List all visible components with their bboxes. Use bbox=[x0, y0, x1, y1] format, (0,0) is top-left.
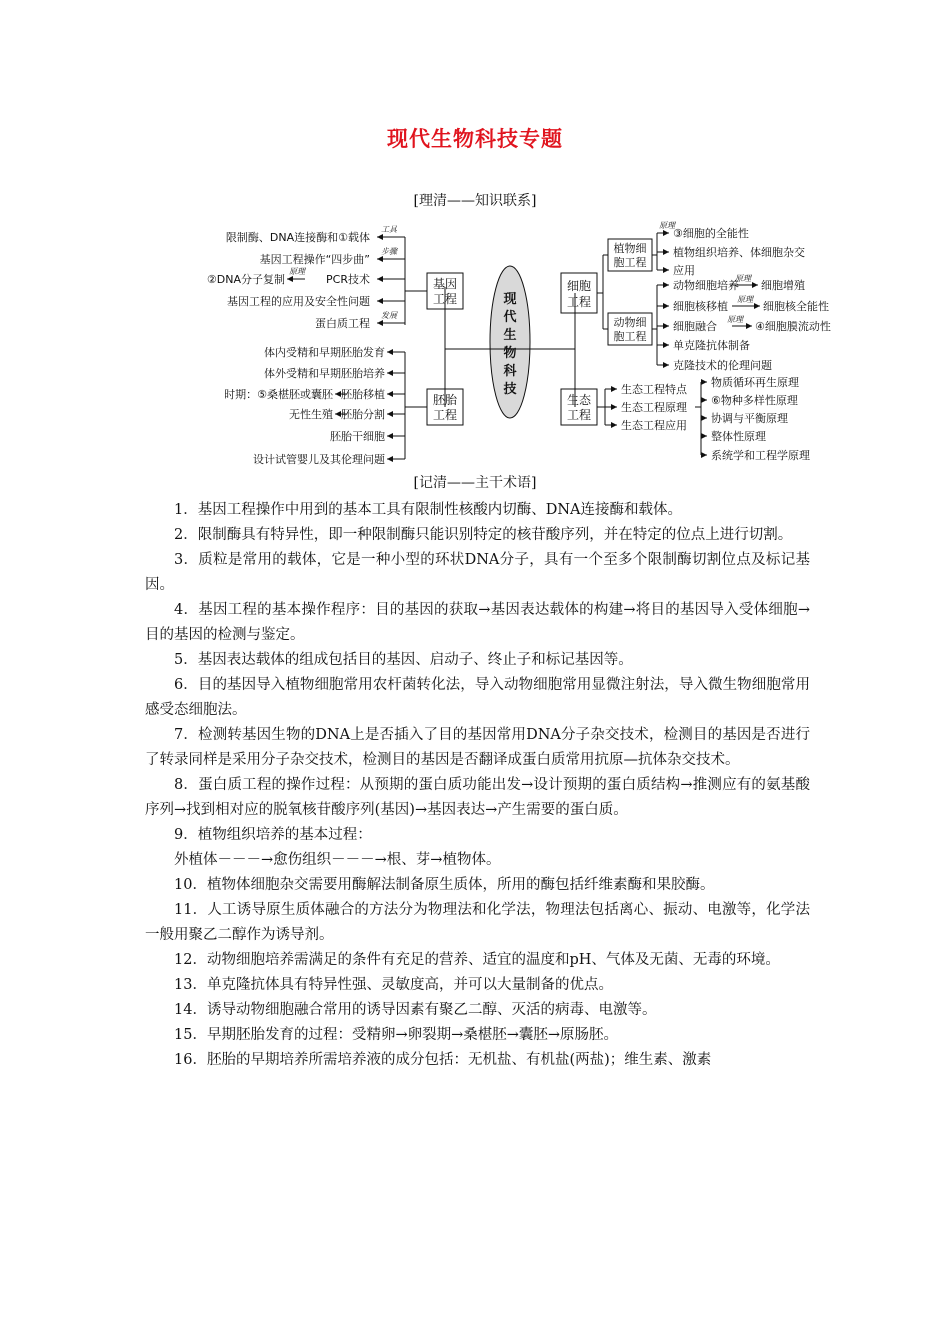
list-item: 12．动物细胞培养需满足的条件有充足的营养、适宜的温度和pH、气体及无菌、无毒的环境。 bbox=[174, 952, 780, 968]
embryo-item: 设计试管婴儿及其伦理问题 bbox=[253, 453, 385, 466]
plant-box-label: 胞工程 bbox=[613, 256, 647, 269]
tool-label: 工具 bbox=[381, 225, 397, 234]
animal-item: ④细胞膜流动性 bbox=[755, 320, 831, 333]
embryo-item: 时期：⑤桑椹胚或囊胚 bbox=[224, 388, 333, 401]
animal-item: 动物细胞培养 bbox=[673, 279, 739, 292]
list-item: 1．基因工程操作中用到的基本工具有限制性核酸内切酶、DNA连接酶和载体。 bbox=[174, 502, 683, 518]
embryo-item: 胚胎移植 bbox=[341, 388, 385, 401]
embryo-box-label: 胚胎 bbox=[432, 393, 458, 407]
list-item: 10．植物体细胞杂交需要用酶解法制备原生质体，所用的酶包括纤维素酶和果胶酶。 bbox=[174, 877, 715, 893]
list-item: 7．检测转基因生物的DNA上是否插入了目的基因常用DNA分子杂交技术，检测目的基因是否进行了转录同样是采用分子杂交技术，检测目的基因是否翻译成蛋白质常用抗原—抗体杂交技术。 bbox=[145, 727, 810, 768]
list-item: 5．基因表达载体的组成包括目的基因、启动子、终止子和标记基因等。 bbox=[174, 652, 633, 668]
list-item: 外植体－－－→愈伤组织－－－→根、芽→植物体。 bbox=[174, 852, 501, 868]
principle-label: 原理 bbox=[735, 274, 751, 283]
animal-box-label: 胞工程 bbox=[613, 330, 647, 343]
eco-box-label: 生态 bbox=[566, 393, 592, 407]
eco-item: 生态工程应用 bbox=[621, 419, 687, 432]
center-char: 科 bbox=[503, 364, 517, 379]
list-item: 13．单克隆抗体具有特异性强、灵敏度高，并可以大量制备的优点。 bbox=[174, 977, 613, 993]
principle-label: 原理 bbox=[659, 221, 675, 230]
list-item: 4．基因工程的基本操作程序：目的基因的获取→基因表达载体的构建→将目的基因导入受体细胞→目的基因的检测与鉴定。 bbox=[145, 602, 810, 643]
center-char: 现 bbox=[503, 292, 517, 307]
animal-item: 细胞核移植 bbox=[673, 300, 728, 313]
section-heading-key-terms: [记清——主干术语] bbox=[413, 475, 537, 491]
genetic-item: ②DNA分子复制 bbox=[206, 273, 285, 286]
genetic-box-label: 基因 bbox=[432, 277, 458, 291]
animal-item: 克隆技术的伦理问题 bbox=[673, 359, 772, 372]
genetic-item: 基因工程操作“四步曲” bbox=[259, 253, 370, 266]
list-item: 11．人工诱导原生质体融合的方法分为物理法和化学法，物理法包括离心、振动、电激等，化学法一般用聚乙二醇作为诱导剂。 bbox=[145, 902, 810, 943]
step-label: 步骤 bbox=[381, 247, 397, 256]
embryo-item: 体外受精和早期胚胎培养 bbox=[264, 367, 385, 380]
center-char: 物 bbox=[503, 346, 517, 361]
animal-item: 细胞核全能性 bbox=[763, 300, 829, 313]
eco-item: 生态工程原理 bbox=[621, 401, 687, 414]
key-terms-list bbox=[145, 498, 810, 1073]
animal-box-label: 动物细 bbox=[613, 316, 647, 329]
list-item: 2．限制酶具有特异性，即一种限制酶只能识别特定的核苷酸序列，并在特定的位点上进行切割。 bbox=[174, 527, 793, 543]
plant-item: 植物组织培养、体细胞杂交 bbox=[673, 246, 805, 259]
develop-label: 发展 bbox=[381, 311, 397, 320]
cell-box-label: 细胞 bbox=[566, 279, 592, 293]
list-item: 15．早期胚胎发育的过程：受精卵→卵裂期→桑椹胚→囊胚→原肠胚。 bbox=[174, 1027, 619, 1043]
section-heading-knowledge-map: [理清——知识联系] bbox=[413, 193, 537, 209]
eco-box-label: 工程 bbox=[566, 408, 592, 422]
principle-label: 原理 bbox=[727, 315, 743, 324]
center-char: 代 bbox=[503, 310, 517, 325]
eco-principle: 系统学和工程学原理 bbox=[711, 449, 810, 462]
eco-principle: 整体性原理 bbox=[711, 430, 766, 443]
list-item: 6．目的基因导入植物细胞常用农杆菌转化法，导入动物细胞常用显微注射法，导入微生物细胞常用感受态细胞法。 bbox=[145, 677, 810, 718]
list-item: 3．质粒是常用的载体，它是一种小型的环状DNA分子，具有一个至多个限制酶切割位点及标记基因。 bbox=[145, 552, 810, 593]
embryo-box-label: 工程 bbox=[432, 408, 458, 422]
list-item: 9．植物组织培养的基本过程： bbox=[174, 827, 372, 843]
animal-item: 细胞增殖 bbox=[761, 279, 805, 292]
list-item: 8．蛋白质工程的操作过程：从预期的蛋白质功能出发→设计预期的蛋白质结构→推测应有的氨基酸序列→找到相对应的脱氧核苷酸序列(基因)→基因表达→产生需要的蛋白质。 bbox=[145, 777, 810, 818]
animal-item: 单克隆抗体制备 bbox=[673, 339, 750, 352]
list-item: 14．诱导动物细胞融合常用的诱导因素有聚乙二醇、灭活的病毒、电激等。 bbox=[174, 1002, 657, 1018]
eco-principle: ⑥物种多样性原理 bbox=[711, 394, 798, 407]
animal-item: 细胞融合 bbox=[673, 320, 717, 333]
eco-item: 生态工程特点 bbox=[621, 383, 687, 396]
embryo-item: 体内受精和早期胚胎发育 bbox=[264, 346, 385, 359]
knowledge-map-diagram bbox=[195, 215, 845, 470]
embryo-item: 无性生殖 bbox=[289, 408, 333, 421]
eco-principle: 协调与平衡原理 bbox=[711, 412, 788, 425]
principle-label: 原理 bbox=[289, 267, 305, 276]
eco-principle: 物质循环再生原理 bbox=[711, 376, 799, 389]
plant-item: 应用 bbox=[673, 264, 695, 277]
principle-label: 原理 bbox=[737, 295, 753, 304]
center-char: 生 bbox=[503, 328, 517, 343]
page-title: 现代生物科技专题 bbox=[387, 126, 563, 151]
genetic-item: 蛋白质工程 bbox=[315, 317, 370, 330]
plant-item: ③细胞的全能性 bbox=[673, 227, 749, 240]
genetic-item: 限制酶、DNA连接酶和①载体 bbox=[225, 231, 370, 244]
genetic-item: 基因工程的应用及安全性问题 bbox=[227, 295, 370, 308]
list-item: 16．胚胎的早期培养所需培养液的成分包括：无机盐、有机盐(两盐)；维生素、激素 bbox=[174, 1052, 712, 1068]
cell-box-label: 工程 bbox=[566, 295, 592, 309]
plant-box-label: 植物细 bbox=[613, 242, 647, 255]
genetic-item: PCR技术 bbox=[326, 273, 370, 286]
center-char: 技 bbox=[503, 382, 517, 397]
embryo-item: 胚胎干细胞 bbox=[330, 430, 385, 443]
embryo-item: 胚胎分割 bbox=[341, 408, 385, 421]
genetic-box-label: 工程 bbox=[432, 292, 458, 306]
